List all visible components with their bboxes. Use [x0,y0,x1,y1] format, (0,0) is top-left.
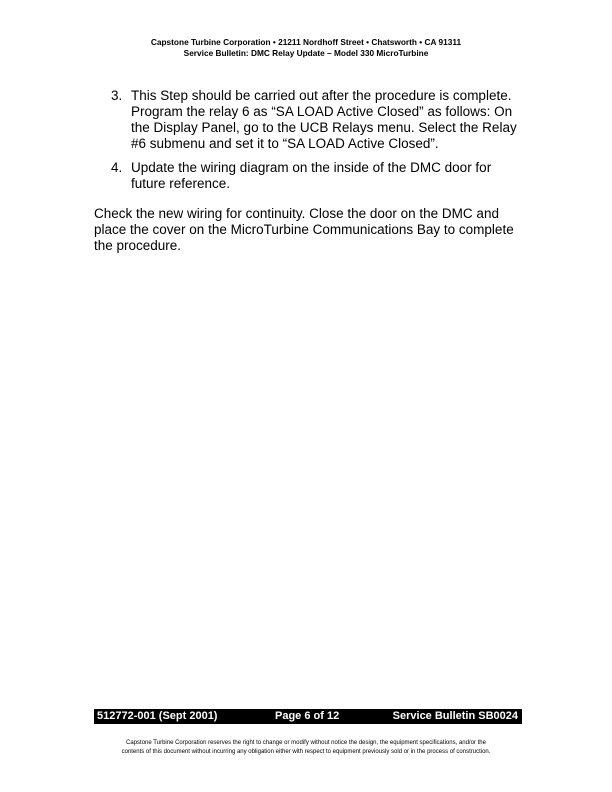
step-number: 4. [111,160,123,175]
step-text: This Step should be carried out after the procedure is complete. Program the relay 6 as “SA LOAD Active Closed” as follows: On the Display Panel, go to the UCB Relays menu. Select the Relay #6 submenu and set it to “SA LOAD Active Closed”. [131,88,517,151]
step-item [111,160,521,192]
footer-disclaimer [0,739,612,756]
header-company-line: Capstone Turbine Corporation • 21211 Nordhoff Street • Chatsworth • CA 91311 [150,37,462,47]
footer-bar [94,709,522,724]
footer-page-number: Page 6 of 12 [275,710,340,722]
procedure-steps [111,88,521,200]
closing-paragraph: Check the new wiring for continuity. Close the door on the DMC and place the cover on the MicroTurbine Communications Bay to complete the procedure. [94,206,514,253]
step-item [111,88,521,152]
disclaimer-line: contents of this document without incurring any obligation either with respect to equipment previously sold or in the process of construction. [121,748,491,755]
step-number: 3. [111,88,123,103]
page-header [0,37,612,59]
step-text: Update the wiring diagram on the inside of the DMC door for future reference. [131,160,492,191]
header-bulletin-line: Service Bulletin: DMC Relay Update – Model 330 MicroTurbine [183,48,429,58]
disclaimer-line: Capstone Turbine Corporation reserves the right to change or modify without notice the design, the equipment specifications, and/or the [126,740,486,746]
footer-doc-number: 512772-001 (Sept 2001) [97,710,218,722]
footer-bulletin-id: Service Bulletin SB0024 [392,710,518,722]
